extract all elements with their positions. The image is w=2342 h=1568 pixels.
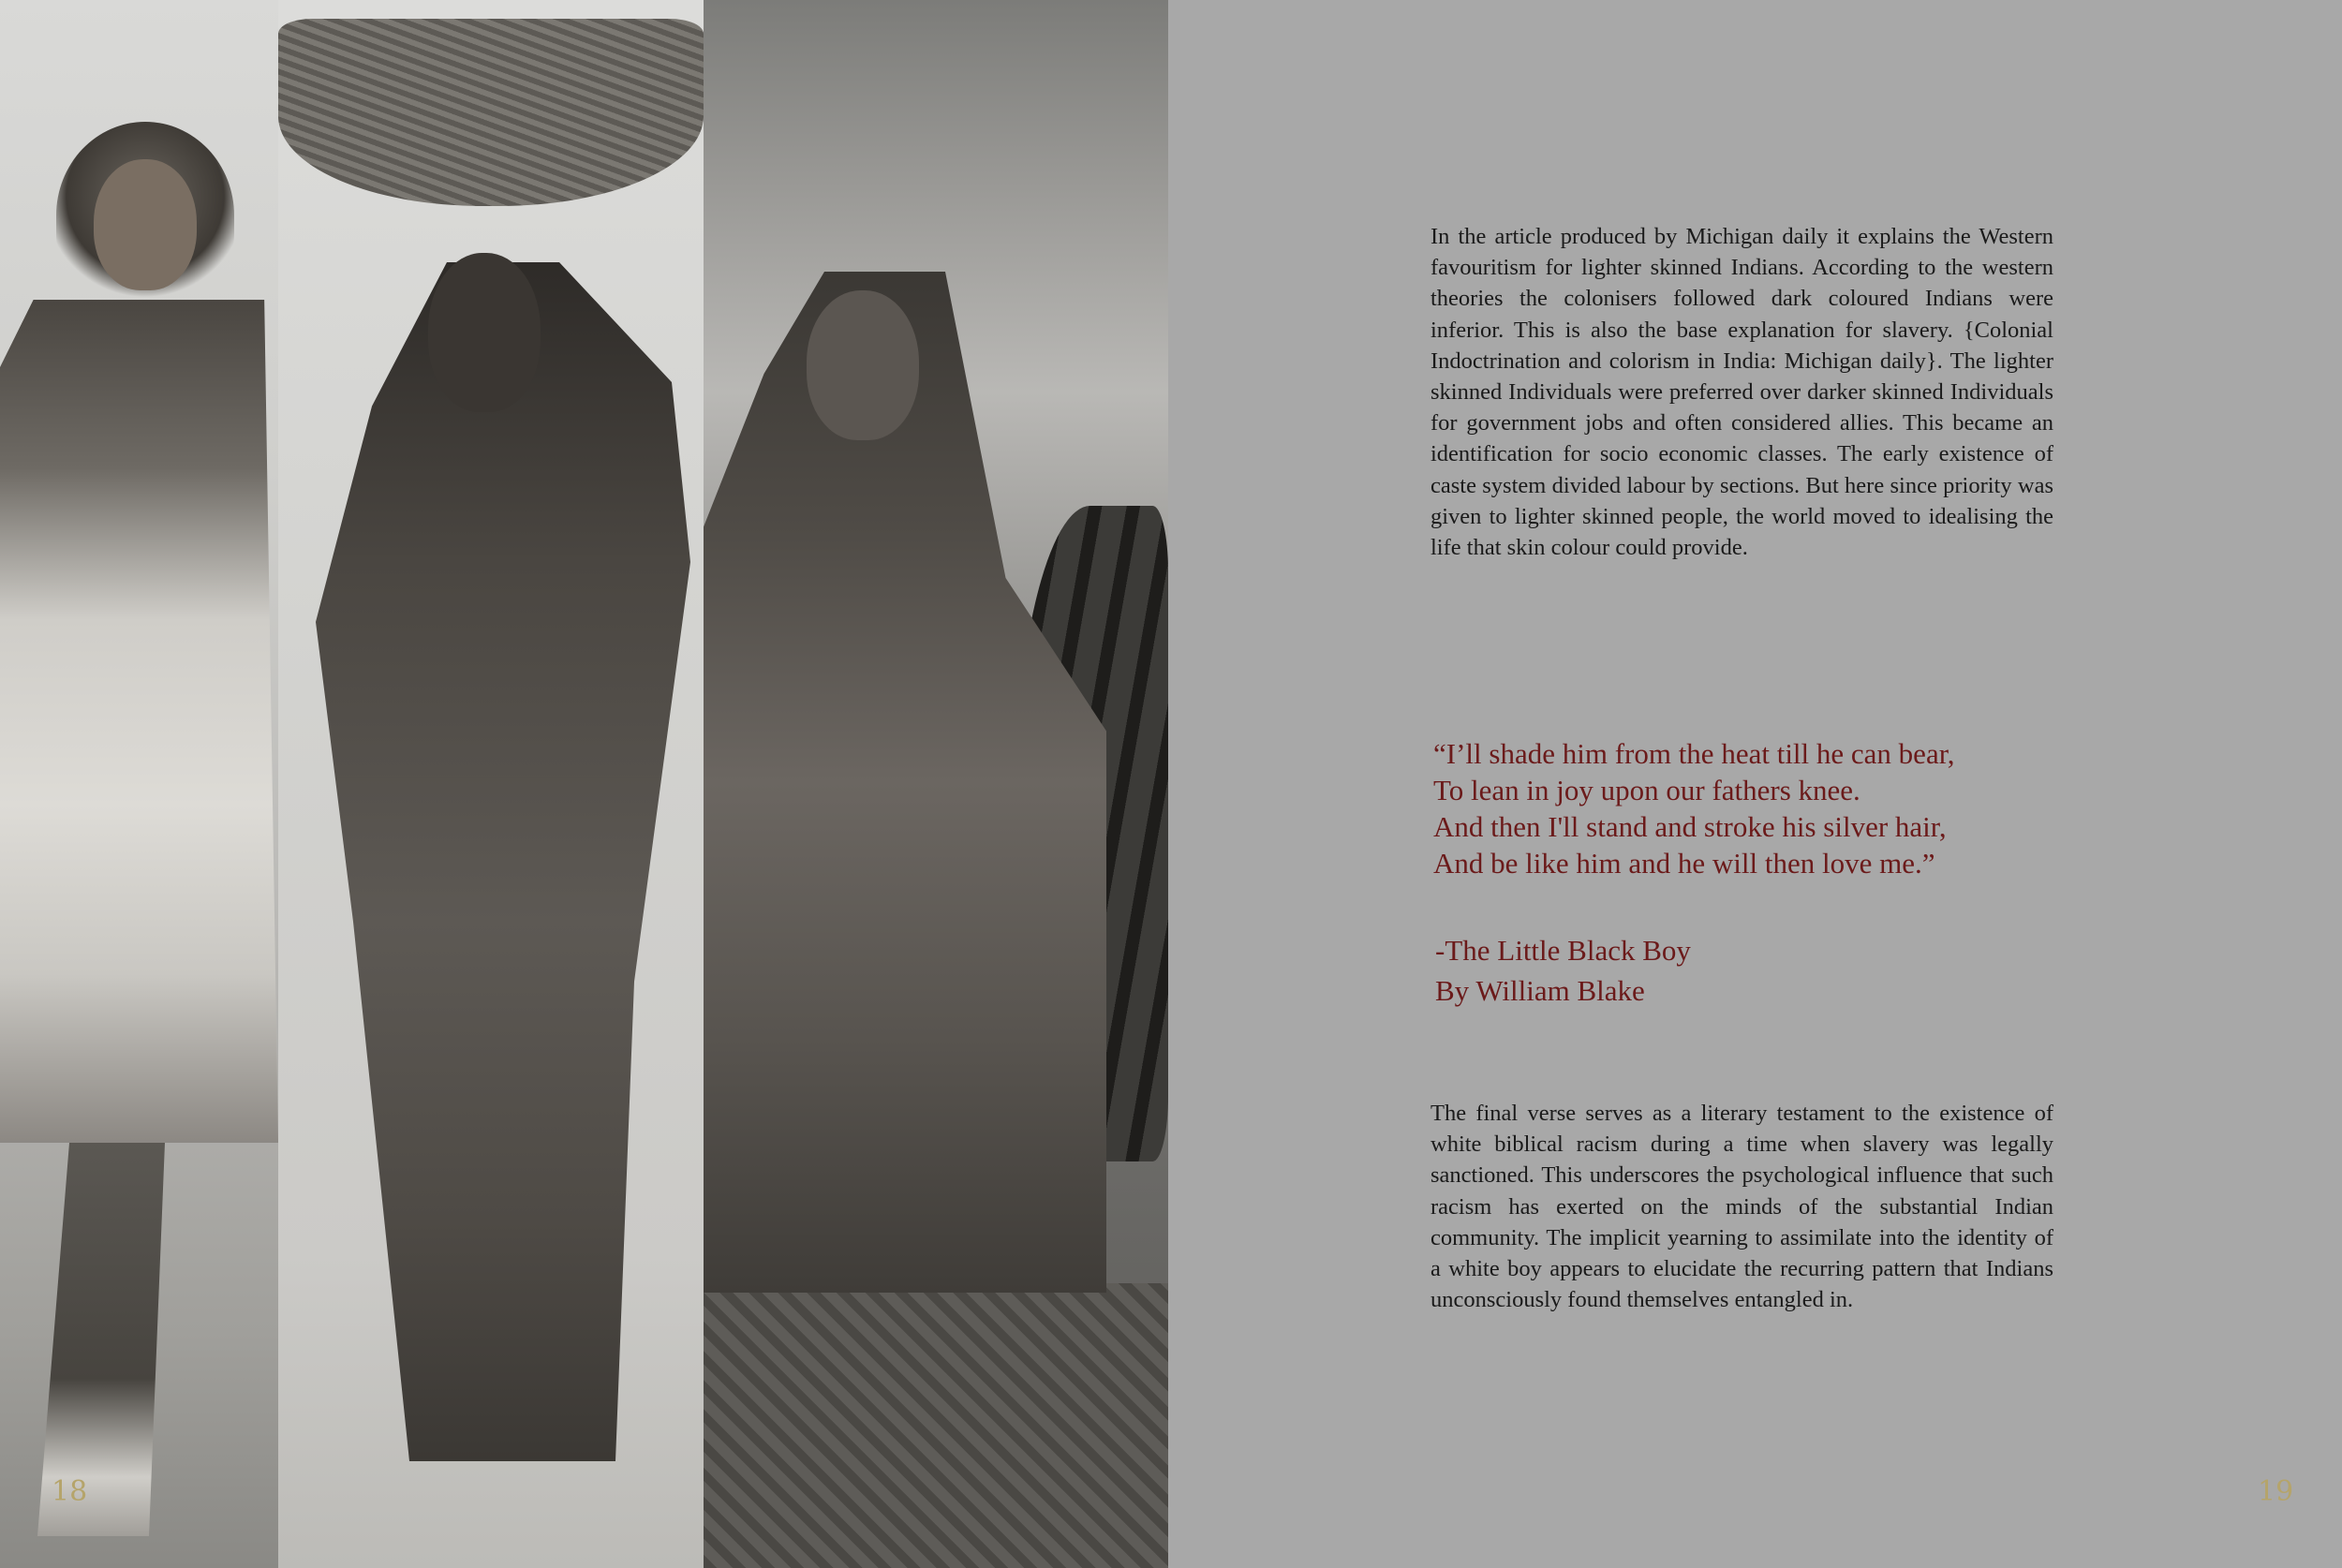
quote-line: And then I'll stand and stroke his silver hair, — [1433, 810, 1947, 843]
photo-figure-body — [704, 272, 1106, 1293]
quote-line: And be like him and he will then love me.” — [1433, 847, 1935, 880]
seated-woman-photo — [704, 0, 1168, 1568]
photo-figure-body — [0, 300, 278, 1143]
photo-face — [807, 290, 919, 440]
page-number-right: 19 — [2258, 1475, 2294, 1508]
photo-face — [428, 253, 541, 412]
quote-line: To lean in joy upon our fathers knee. — [1433, 774, 1860, 806]
quote-attribution — [1435, 930, 1691, 1011]
photo-figure-body — [316, 262, 690, 1461]
photo-face — [94, 159, 197, 290]
quote-line: “I’ll shade him from the heat till he can bear, — [1433, 737, 1955, 770]
poem-title: -The Little Black Boy — [1435, 934, 1691, 967]
woman-with-jewellery-photo — [0, 0, 278, 1568]
body-paragraph-2: The final verse serves as a literary testament to the existence of white biblical racism during a time when slavery was legally sanctioned. This underscores the psychological influence that such racism has exerted on the minds of the substantial Indian community. The implicit yearning to assimilate into the identity of a white boy appears to elucidate the recurring pattern that Indians unconsciously found themselves entangled in. — [1430, 1101, 2053, 1313]
woman-with-basket-photo — [278, 0, 704, 1568]
body-paragraph-1: In the article produced by Michigan daily it explains the Western favouritism for lighter skinned Indians. According to the western theories the colonisers followed dark coloured Indians were inferior. This is also the base explanation for slavery. {Colonial Indoctrination and colorism in India: Michigan daily}. The lighter skinned Individuals were preferred over darker skinned Individuals for government jobs and often considered allies. This became an identification for socio economic classes. The early existence of caste system divided labour by sections. But here since priority was given to lighter skinned people, the world moved to idealising the life that skin colour could provide. — [1430, 224, 2053, 561]
photo-rug — [704, 1283, 1168, 1568]
photo-basket — [278, 19, 704, 206]
page-number-left: 18 — [52, 1475, 88, 1508]
poem-quote — [1433, 735, 2145, 881]
poem-author: By William Blake — [1435, 974, 1645, 1007]
